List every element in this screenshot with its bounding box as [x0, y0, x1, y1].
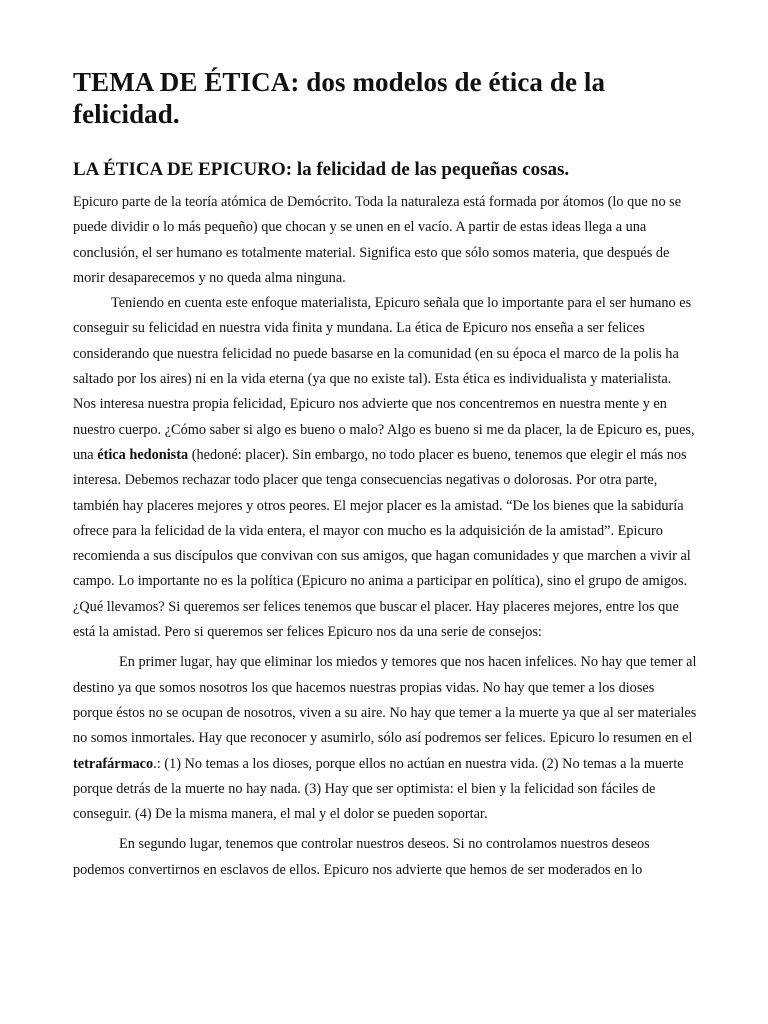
paragraph-3 — [73, 392, 697, 594]
paragraph-1: Epicuro parte de la teoría atómica de Demócrito. Toda la naturaleza está formada por átomos (lo que no se puede dividir o lo más pequeño) que chocan y se unen en el vacío. A partir de estas ideas llega a una conclusión, el ser humano es totalmente material. Significa esto que sólo somos materia, que después de morir desaparecemos y no queda alma ninguna. — [73, 194, 682, 286]
paragraph-5-text-b: .: (1) No temas a los dioses, porque ellos no actúan en nuestra vida. (2) No temas a la muerte porque detrás de la muerte no hay nada. (3) Hay que ser optimista: el bien y la felicidad son fáciles de conseguir. (4) De la misma manera, el mal y el dolor se pueden soportar. — [73, 755, 684, 823]
paragraph-4: ¿Qué llevamos? Si queremos ser felices tenemos que buscar el placer. Hay placeres mejores, entre los que está la amistad. Pero si queremos ser felices Epicuro nos da una serie de consejos: — [73, 598, 679, 641]
paragraph-2: Teniendo en cuenta este enfoque materialista, Epicuro señala que lo importante para el ser humano es conseguir su felicidad en nuestra vida finita y mundana. La ética de Epicuro nos enseña a ser felices considerando que nuestra felicidad no puede basarse en la comunidad (en su época el marco de la polis ha saltado por los aires) ni en la vida eterna (ya que no existe tal). Esta ética es individualista y materialista. — [73, 295, 692, 388]
paragraph-3-text-a: Nos interesa nuestra propia felicidad, Epicuro nos advierte que nos concentremos en nuestra mente y en nuestro cuerpo. ¿Cómo saber si algo es bueno o malo? Algo es bueno si me da placer, la de Epicuro es, pues, una — [73, 396, 695, 463]
document-title: TEMA DE ÉTICA: dos modelos de ética de la felicidad. — [73, 67, 606, 129]
paragraph-6: En segundo lugar, tenemos que controlar nuestros deseos. Si no controlamos nuestros deseos podemos convertirnos en esclavos de ellos. Epicuro nos advierte que hemos de ser moderados en lo — [73, 836, 650, 878]
paragraph-3-text-b: (hedoné: placer). Sin embargo, no todo placer es bueno, tenemos que elegir el más nos interesa. Debemos rechazar todo placer que tenga consecuencias negativas o dolorosas. Por otra parte, también hay placeres mejores y otros peores. El mejor placer es la amistad. “De los bienes que la sabiduría ofrece para la felicidad de la vida entera, el mayor con mucho es la adquisición de la amistad”. Epicuro recomienda a sus discípulos que convivan con sus amigos, que hagan comunidades y que marchen a vivir al campo. Lo importante no es la política (Epicuro no anima a participar en política), sino el grupo de amigos. — [73, 446, 691, 590]
term-etica-hedonista: ética hedonista — [97, 446, 189, 463]
term-tetrafarmaco: tetrafármaco — [73, 755, 154, 772]
document-page — [73, 66, 697, 883]
section-heading: LA ÉTICA DE EPICURO: la felicidad de las pequeñas cosas. — [73, 159, 570, 180]
paragraph-5 — [73, 650, 697, 827]
paragraph-5-text-a: En primer lugar, hay que eliminar los miedos y temores que nos hacen infelices. No hay que temer al destino ya que somos nosotros los que hacemos nuestras propias vidas. No hay que temer a los dioses porque éstos no se ocupan de nosotros, viven a su aire. No hay que temer a la muerte ya que al ser materiales no somos inmortales. Hay que reconocer y asumirlo, sólo así podremos ser felices. Epicuro lo resumen en el — [73, 654, 697, 747]
